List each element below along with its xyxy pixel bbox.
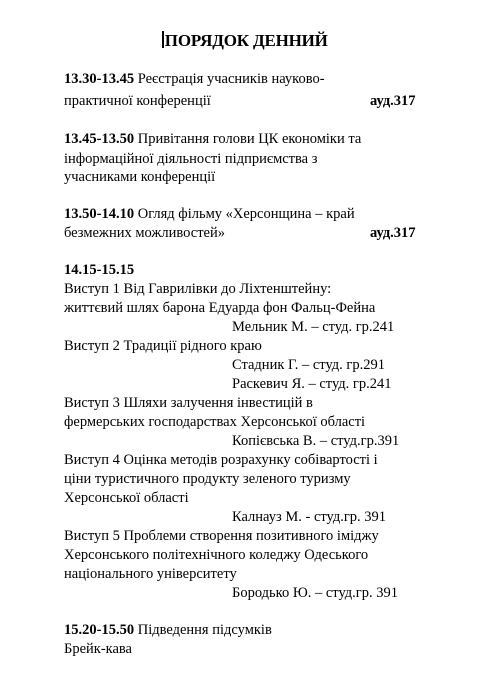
talk-title: Виступ 2 Традиції рідного краю bbox=[64, 338, 262, 354]
talk-title: Виступ 1 Від Гаврилівки до Ліхтенштейну: bbox=[64, 281, 332, 297]
talk-author: Калнауз М. - студ.гр. 391 bbox=[232, 509, 387, 525]
agenda-time: 13.45-13.50 bbox=[64, 131, 135, 147]
talk-title: ціни туристичного продукту зеленого туризму bbox=[64, 471, 351, 487]
room-label: ауд.317 bbox=[370, 93, 416, 109]
text-cursor bbox=[162, 31, 164, 48]
talk-title: Виступ 3 Шляхи залучення інвестицій в bbox=[64, 395, 313, 411]
agenda-item-line: 15.20-15.50 Підведення підсумків bbox=[64, 622, 272, 638]
talk-title: Виступ 5 Проблеми створення позитивного іміджу bbox=[64, 528, 379, 544]
agenda-item-line: 13.50-14.10 Огляд фільму «Херсонщина – край bbox=[64, 206, 355, 222]
agenda-item-line: 13.30-13.45 Реєстрація учасників науково- bbox=[64, 71, 325, 87]
agenda-time: 14.15-15.15 bbox=[64, 262, 135, 278]
talk-title: Виступ 4 Оцінка методів розрахунку собівартості і bbox=[64, 452, 378, 468]
agenda-time: 13.30-13.45 bbox=[64, 71, 135, 87]
agenda-item-line: 13.45-13.50 Привітання голови ЦК економіки та bbox=[64, 131, 362, 147]
talk-title: фермерських господарствах Херсонської області bbox=[64, 414, 366, 430]
talk-title: життєвий шлях барона Едуарда фон Фальц-Фейна bbox=[64, 300, 376, 316]
talk-author: Бородько Ю. – студ.гр. 391 bbox=[232, 585, 398, 601]
agenda-item-line bbox=[64, 262, 134, 279]
talk-title: національного університету bbox=[64, 566, 237, 582]
room-label: ауд.317 bbox=[370, 225, 416, 241]
talk-author: Мельник М. – студ. гр.241 bbox=[232, 319, 395, 335]
agenda-item-line: безмежних можливостей» bbox=[64, 225, 226, 241]
agenda-time: 13.50-14.10 bbox=[64, 206, 135, 222]
talk-author: Раскевич Я. – студ. гр.241 bbox=[232, 376, 392, 392]
page-title: ПОРЯДОК ДЕННИЙ bbox=[0, 31, 490, 51]
talk-author: Копієвська В. – студ.гр.391 bbox=[232, 433, 400, 449]
agenda-item-line: інформаційної діяльності підприємства з bbox=[64, 151, 318, 167]
talk-title: Херсонського політехнічного коледжу Одеського bbox=[64, 547, 369, 563]
agenda-time: 15.20-15.50 bbox=[64, 622, 135, 638]
agenda-item-line: Брейк-кава bbox=[64, 641, 132, 657]
talk-title: Херсонської області bbox=[64, 490, 189, 506]
talk-author: Стадник Г. – студ. гр.291 bbox=[232, 357, 385, 373]
agenda-item-line: практичної конференції bbox=[64, 93, 211, 109]
agenda-item-line: учасниками конференції bbox=[64, 169, 216, 185]
